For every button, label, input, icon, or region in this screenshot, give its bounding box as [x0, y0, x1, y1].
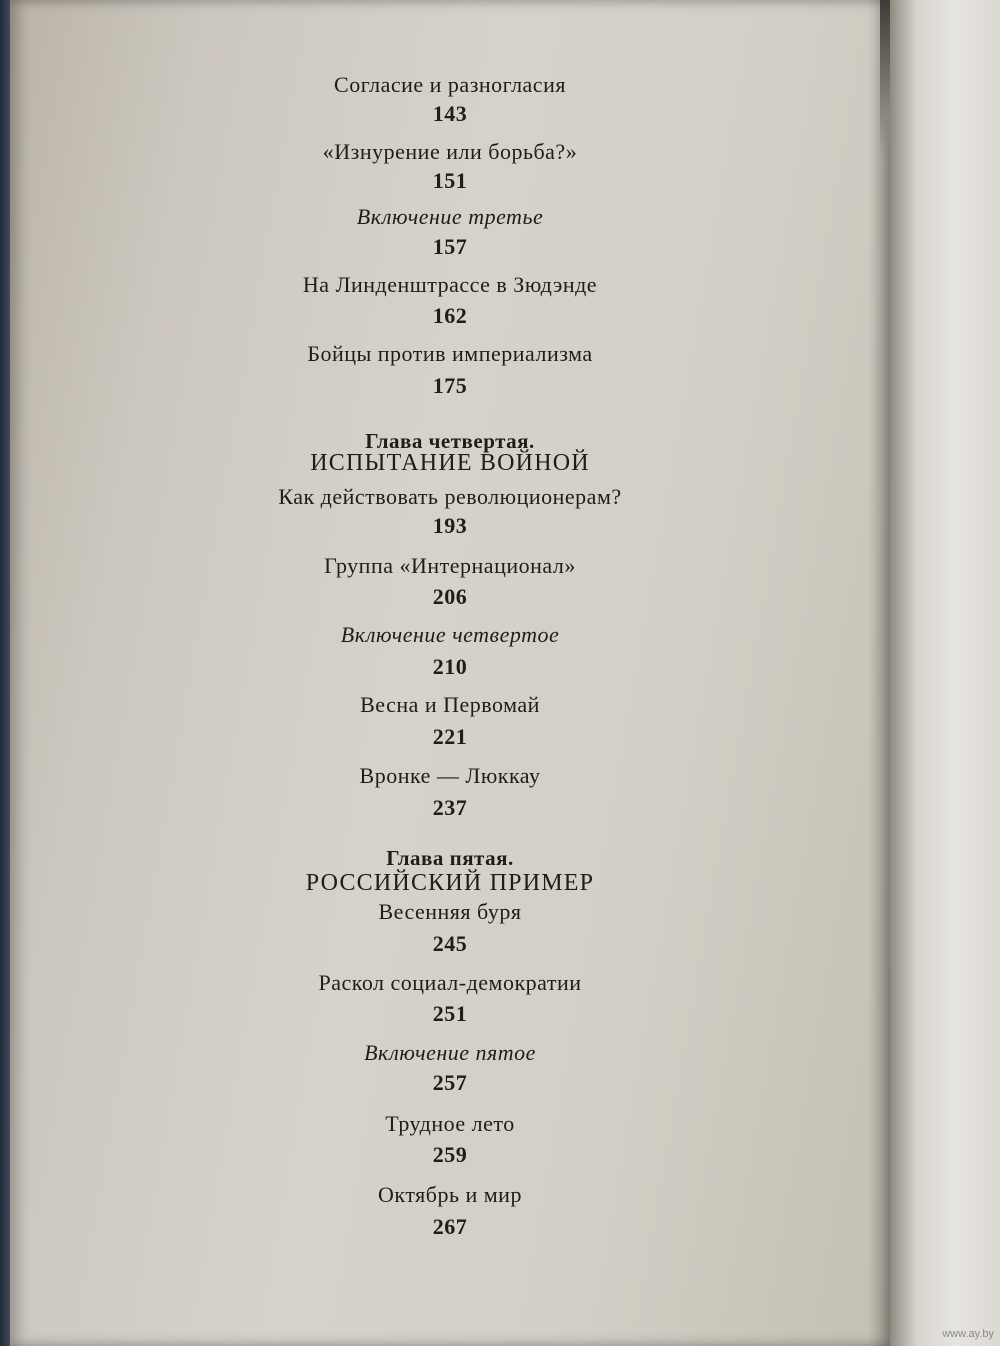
background-surface: [890, 0, 1000, 1346]
toc-entry-title: Раскол социал-демократии: [318, 970, 582, 995]
toc-entry-title: Включение третье: [356, 204, 544, 229]
toc-entry-page: 143: [432, 101, 468, 126]
chapter-title: РОССИЙСКИЙ ПРИМЕР: [305, 870, 595, 896]
toc-entry-page: 257: [432, 1070, 468, 1095]
chapter-label: Глава четвертая.: [365, 429, 535, 453]
chapter-label: Глава пятая.: [386, 846, 514, 870]
toc-entry-title: Весенняя буря: [378, 899, 522, 924]
toc-entry-title: Весна и Первомай: [360, 692, 540, 717]
toc-entry-page: 221: [432, 724, 468, 749]
toc-entry-title: На Линденштрассе в Зюдэнде: [302, 272, 598, 297]
toc-entry-title: Трудное лето: [385, 1111, 515, 1136]
toc-entry-title: Октябрь и мир: [378, 1182, 522, 1207]
toc-entry-page: 210: [432, 654, 468, 679]
toc-entry-title: Включение пятое: [364, 1040, 536, 1065]
toc-entry-page: 259: [432, 1142, 468, 1167]
toc-entry-page: 175: [432, 373, 468, 398]
toc-entry-title: Как действовать революционерам?: [278, 484, 622, 509]
toc-entry-title: «Изнурение или борьба?»: [322, 139, 578, 164]
toc-entry-title: Вронке — Люккау: [359, 763, 541, 788]
toc-entry-page: 237: [432, 795, 468, 820]
toc-entry-title: Группа «Интернационал»: [324, 553, 576, 578]
toc-entry-title: Согласие и разногласия: [334, 72, 566, 97]
toc-entry-page: 267: [432, 1214, 468, 1239]
toc-entry-page: 151: [432, 168, 468, 193]
toc-entry-page: 193: [432, 513, 468, 538]
toc-entry-title: Включение четвертое: [340, 622, 560, 647]
toc-entry-title: Бойцы против империализма: [307, 341, 593, 366]
site-watermark: www.ay.by: [942, 1328, 994, 1340]
toc-entry-page: 245: [432, 931, 468, 956]
toc-entry-page: 251: [432, 1001, 468, 1026]
chapter-title: ИСПЫТАНИЕ ВОЙНОЙ: [310, 450, 590, 476]
toc-entry-page: 157: [432, 234, 468, 259]
toc-entry-page: 206: [432, 584, 468, 609]
toc-entry-page: 162: [432, 303, 468, 328]
